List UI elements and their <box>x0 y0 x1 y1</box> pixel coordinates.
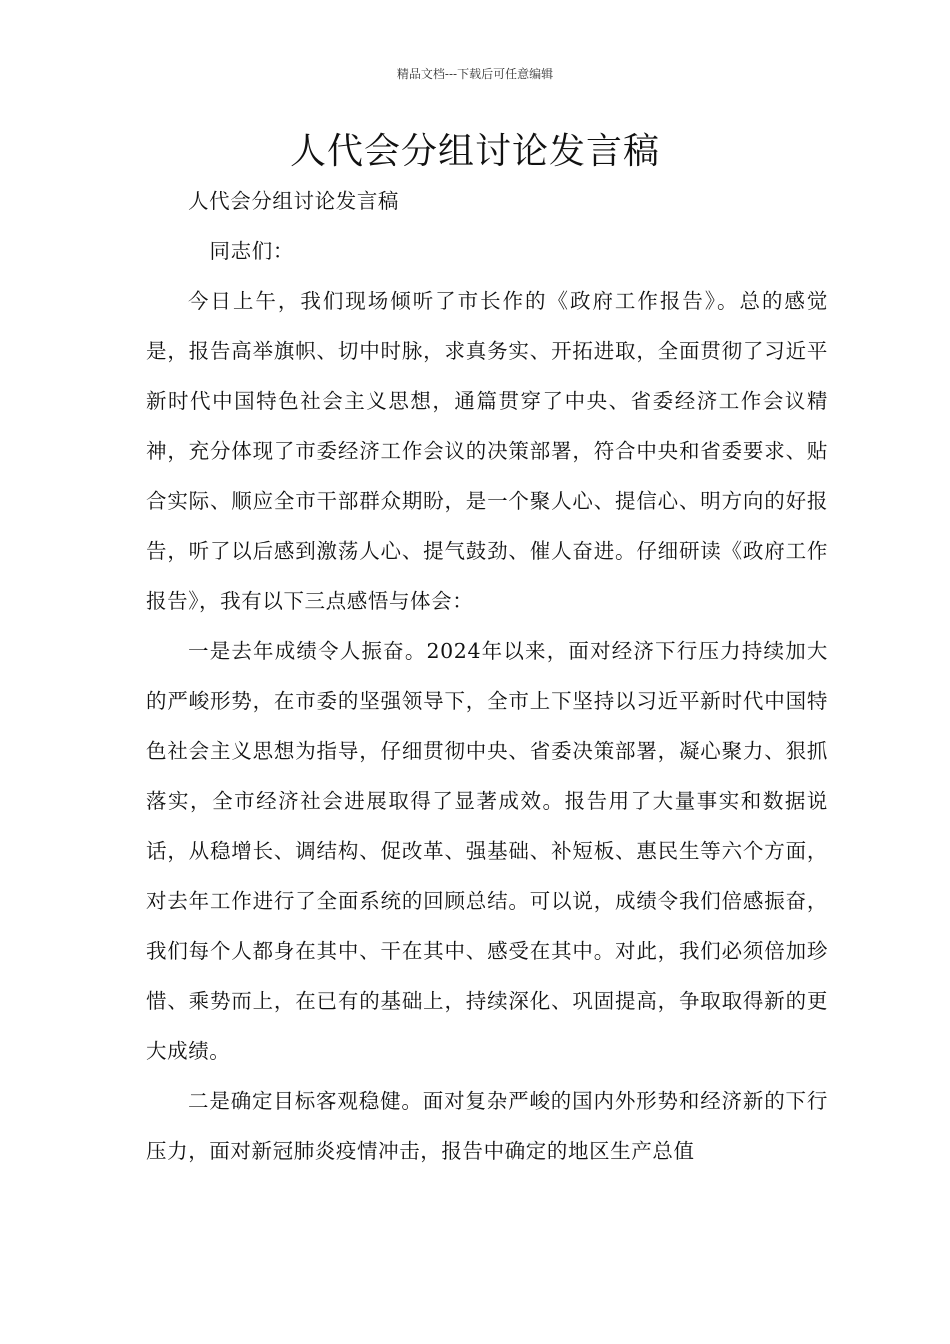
document-body <box>146 176 828 1176</box>
header-note: 精品文档---下载后可任意编辑 <box>396 67 554 81</box>
paragraph-1: 今日上午，我们现场倾听了市长作的《政府工作报告》。总的感觉是，报告高举旗帜、切中时脉，求真务实、开拓进取，全面贯彻了习近平新时代中国特色社会主义思想，通篇贯穿了中央、省委经济工作会议精神，充分体现了市委经济工作会议的决策部署，符合中央和省委要求、贴合实际、顺应全市干部群众期盼，是一个聚人心、提信心、明方向的好报告，听了以后感到激荡人心、提气鼓劲、催人奋进。仔细研读《政府工作报告》，我有以下三点感悟与体会： <box>146 289 828 613</box>
paragraph-3: 二是确定目标客观稳健。面对复杂严峻的国内外形势和经济新的下行压力，面对新冠肺炎疫情冲击，报告中确定的地区生产总值 <box>146 1089 828 1163</box>
paragraph-2: 一是去年成绩令人振奋。2024年以来，面对经济下行压力持续加大的严峻形势，在市委的坚强领导下，全市上下坚持以习近平新时代中国特色社会主义思想为指导，仔细贯彻中央、省委决策部署，凝心聚力、狠抓落实，全市经济社会进展取得了显著成效。报告用了大量事实和数据说话，从稳增长、调结构、促改革、强基础、补短板、惠民生等六个方面，对去年工作进行了全面系统的回顾总结。可以说，成绩令我们倍感振奋，我们每个人都身在其中、干在其中、感受在其中。对此，我们必须倍加珍惜、乘势而上，在已有的基础上，持续深化、巩固提高，争取取得新的更大成绩。 <box>146 639 828 1063</box>
document-subtitle: 人代会分组讨论发言稿 <box>188 189 400 213</box>
salutation: 同志们： <box>209 239 294 263</box>
document-title: 人代会分组讨论发言稿 <box>289 131 660 172</box>
